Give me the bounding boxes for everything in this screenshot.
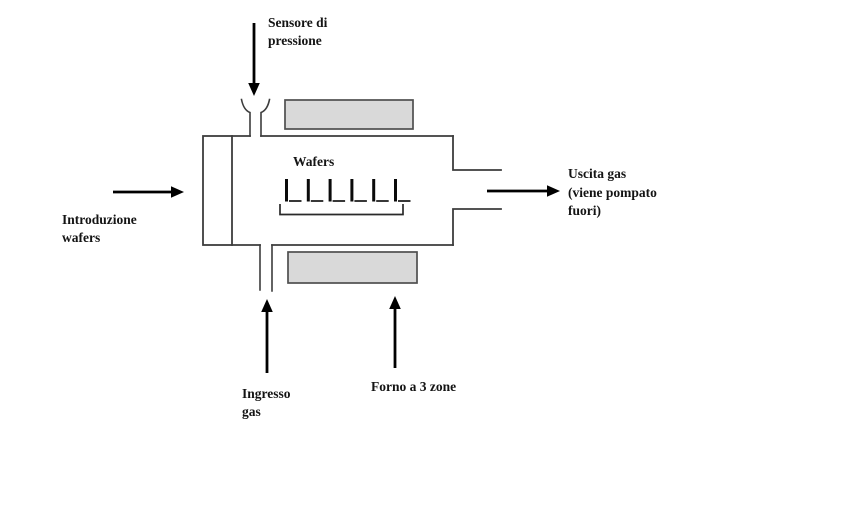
pressure-sensor-port [242, 100, 270, 137]
introduce-wafers-arrow [113, 186, 184, 198]
pressure-sensor-label-line2: pressione [268, 33, 322, 48]
gas-inlet-label-line1: Ingresso [242, 386, 291, 401]
heater-top [285, 100, 413, 129]
labels [62, 15, 657, 419]
wafers-label: Wafers [293, 154, 335, 169]
gas-inlet-tube [260, 245, 272, 291]
wafer-boat [280, 204, 403, 215]
arrow-down-icon [248, 83, 260, 96]
gas-outlet-label-line1: Uscita gas [568, 166, 627, 181]
furnace-label: Forno a 3 zone [371, 379, 457, 394]
arrow-right-icon [171, 186, 184, 198]
introduce-wafers-label-line1: Introduzione [62, 212, 137, 227]
gas-outlet-label-line2: (viene pompato [568, 185, 657, 200]
gas-inlet-arrow [261, 299, 273, 373]
arrow-up-icon [389, 296, 401, 309]
introduce-wafers-label-line2: wafers [62, 230, 101, 245]
arrow-right-icon [547, 185, 560, 197]
arrow-up-icon [261, 299, 273, 312]
pressure-sensor-label-line1: Sensore di [268, 15, 328, 30]
gas-outlet-label-line3: fuori) [568, 203, 601, 218]
gas-inlet-label-line2: gas [242, 404, 261, 419]
heater-bottom [288, 252, 417, 283]
sensor-funnel [242, 100, 270, 137]
pressure-sensor-arrow [248, 23, 260, 96]
chamber-door [203, 136, 232, 245]
furnace-arrow [389, 296, 401, 368]
wafers-group [287, 179, 411, 202]
gas-outlet-arrow [487, 185, 560, 197]
